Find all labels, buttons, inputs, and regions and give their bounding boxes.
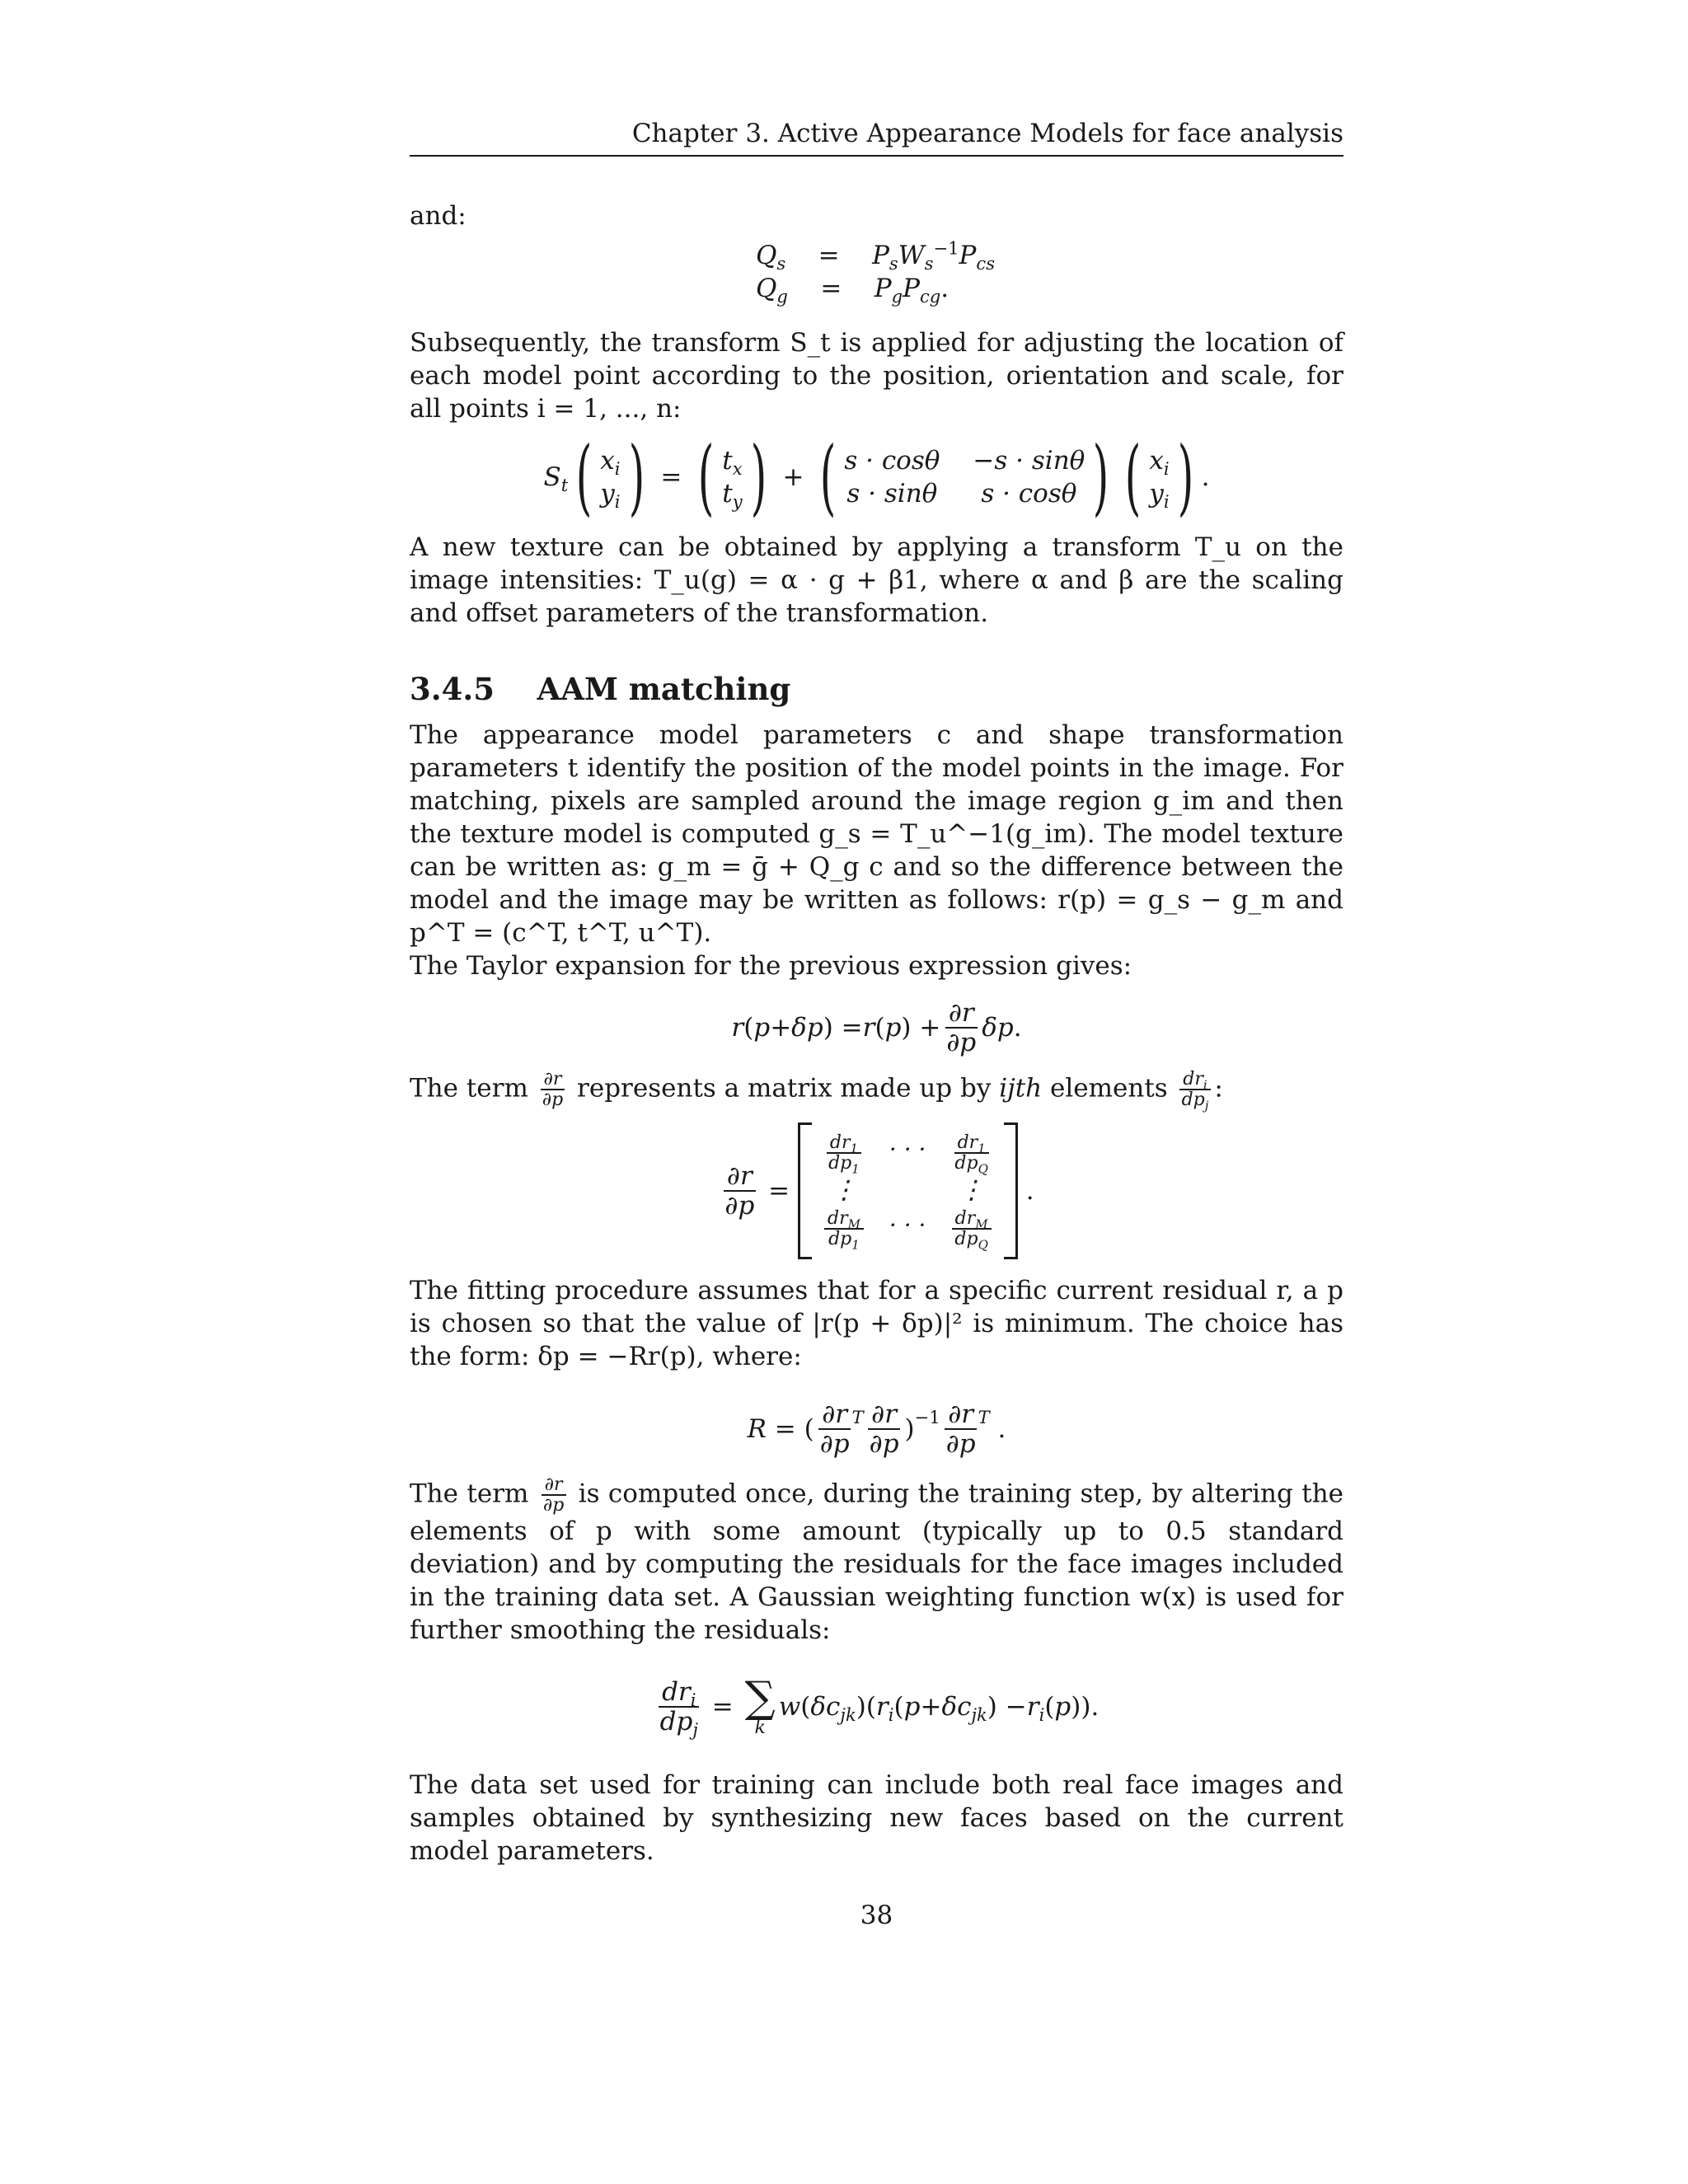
paragraph-texture: A new texture can be obtained by applying a transform T_u on the image intensities: T_u(g) = α · g + β1, where α and β are the scaling and offset parameters of the transformation. (410, 532, 1343, 628)
equation-q: $Q_s$ = $P_sW_s^{-1}P_{cs}$ $Q_g$ = $P_gP_{cg}$. (756, 237, 996, 307)
section-heading (410, 673, 1343, 705)
paragraph-term1: The term $\frac{\partial r}{\partial p}$ represents a matrix made up by ijth elements $\frac{dr_i}{dp_j}$ : (410, 1069, 1223, 1113)
equation-taylor: r ( p + δp ) = r ( p ) + $\frac{\partial r}{\partial p}$ δp . (731, 997, 1022, 1057)
equation-transform: $S_t$ ( $x_i$ $y_i$ ) = ( $t_x$ $t_y$ ) + ( s · cosθ −s · sinθ s · sinθ s · cosθ ) ( $x_i$ $y_i$ ) . (543, 429, 1210, 525)
paragraph-term2: The term $\frac{\partial r}{\partial p}$ is computed once, during the training step, by altering the elements of p with some amount (typically up to 0.5 standard deviation) and by computing the residuals for the face images included in the training data set. A Gaussian weighting function w(x) is used for further smoothing the residuals: (410, 1474, 1343, 1646)
paragraph-taylor: The Taylor expansion for the previous expression gives: (410, 951, 1132, 981)
paragraph-subsequently: Subsequently, the transform S_t is applied for adjusting the location of each model point according to the position, orientation and scale, for all points i = 1, ..., n: (410, 328, 1343, 424)
paragraph-and: and: (410, 201, 467, 231)
section-number: 3.4.5 (410, 671, 495, 707)
equation-jacobian: $\frac{\partial r}{\partial p}$ = $\frac{dr_1}{dp_1}$ · · · $\frac{dr_1}{dp_Q}$ ⋮ ⋮ $\frac{dr_M}{dp_1}$ · · · $\frac{dr_M}{dp_Q}$ . (410, 1121, 1343, 1261)
equation-r: R = ( $\frac{\partial r}{\partial p}$ $^T$ $\frac{\partial r}{\partial p}$ ) $^{-1}$ $\frac{\partial r}{\partial p}$ $^T$ . (747, 1399, 1006, 1460)
equation-weighting: $\frac{dr_i}{dp_j}$ = ∑ k w ( $\delta c_{jk}$ )( $r_i$ ( p + $\delta c_{jk}$ ) − $r_i$ ( p )). (659, 1673, 1100, 1741)
section-title: AAM matching (537, 671, 791, 707)
paragraph-dataset: The data set used for training can include both real face images and samples obtained by synthesizing new faces based on the current model parameters. (410, 1770, 1343, 1867)
page-number: 38 (860, 1900, 893, 1931)
paragraph-fitting: The fitting procedure assumes that for a specific current residual r, a p is chosen so that the value of |r(p + δp)|² is minimum. The choice has the form: δp = −Rr(p), where: (410, 1276, 1343, 1372)
paragraph-matching: The appearance model parameters c and shape transformation parameters t identify the position of the model points in the image. For matching, pixels are sampled around the image region g_im and then the texture model is computed g_s = T_u^−1(g_im). The model texture can be written as: g_m = ḡ + Q_g c and so the difference between the model and the image may be written as follows: r(p) = g_s − g_m and p^T = (c^T, t^T, u^T). (410, 720, 1343, 948)
running-head: Chapter 3. Active Appearance Models for face analysis (410, 117, 1343, 157)
page (410, 117, 1343, 1932)
